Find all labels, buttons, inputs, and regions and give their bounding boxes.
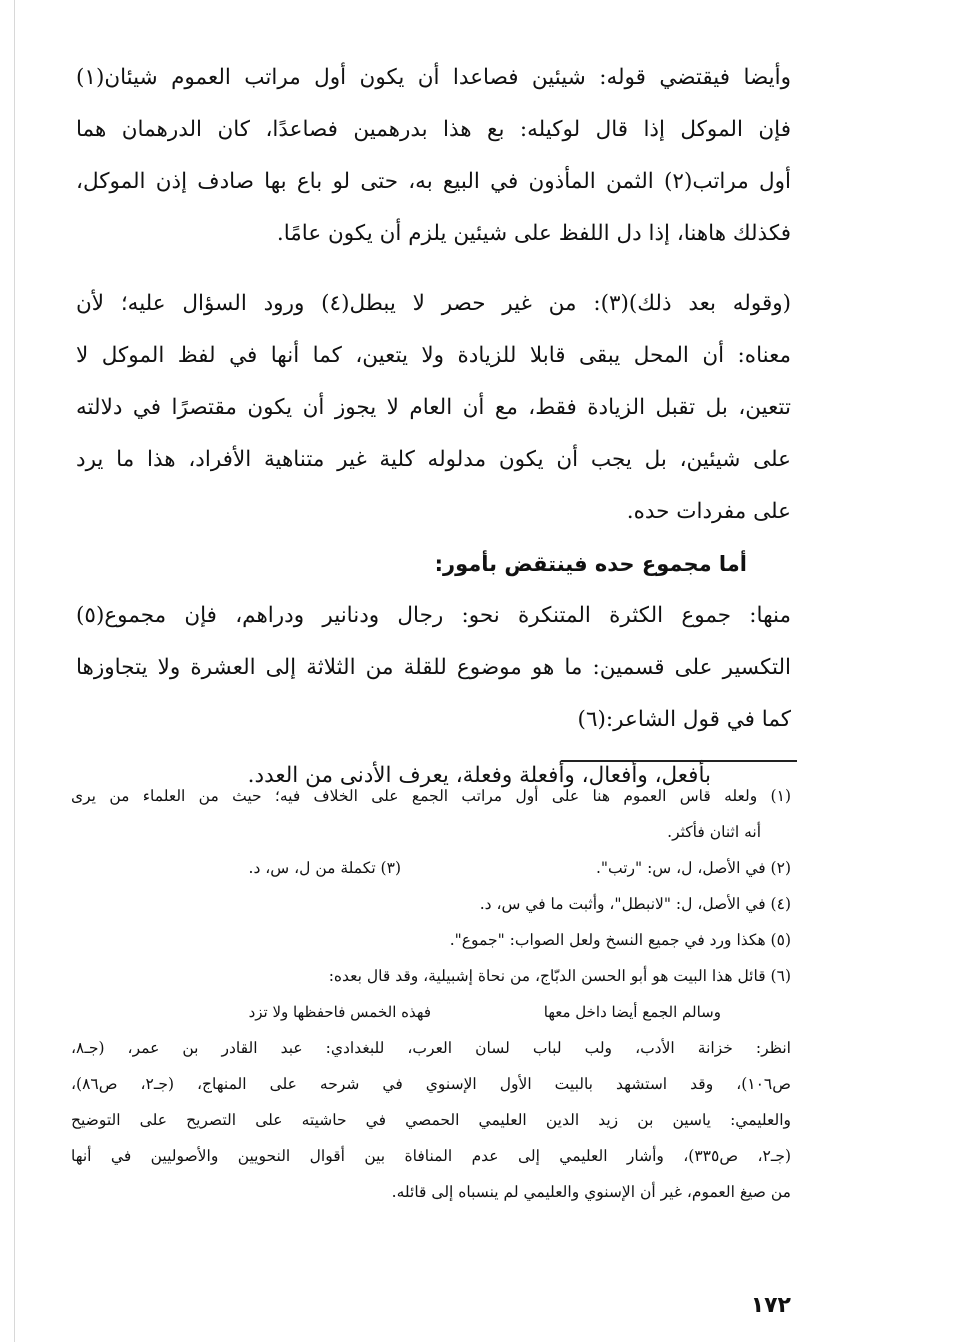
paragraph-3 <box>76 278 791 538</box>
verse-hemistich-2: فهذه الخمس فاحفظها ولا تزد <box>248 1003 431 1021</box>
text-line: (وقوله بعد ذلك)(٣): من غير حصر لا يبطل(٤) ورود السؤال عليه؛ لأن <box>76 291 791 316</box>
paragraph-2 <box>76 104 791 260</box>
footnote-1-cont: أنه اثنان فأكثر. <box>667 823 761 841</box>
main-text <box>76 52 791 806</box>
footnote-2: (٢) في الأصل، ل، س: "رتب". <box>595 859 791 877</box>
footnote-3: (٣) تكملة من ل، س، د. <box>248 859 401 877</box>
footnote-1: (١) ولعله قاس العموم هنا على أول مراتب الجمع على الخلاف فيه؛ حيث من العلماء من يرى <box>71 787 791 805</box>
verse-hemistich-1: وسالم الجمع أيضا داخل معها <box>543 1003 721 1021</box>
page-number: ١٧٢ <box>750 1293 791 1318</box>
footnote-ref-line: (جـ٢، ص٣٣٥)، وأشار العليمي إلى عدم المنافاة بين أقوال النحويين والأصوليين في أنها <box>71 1147 791 1165</box>
text-line: وأيضا فيقتضي قوله: شيئين فصاعدا أن يكون أول مراتب العموم شيئان(١) <box>76 65 791 90</box>
footnote-4: (٤) في الأصل، ل: "لانبطل"، وأثبت ما في س، د. <box>479 895 791 913</box>
scan-edge-line <box>14 0 15 1342</box>
text-line: تتعين، بل تقبل الزيادة فقط، مع أن العام لا يجوز أن يكون مقتصرًا في دلالته <box>76 395 791 420</box>
text-line: كما في قول الشاعر:(٦) <box>577 707 791 732</box>
footnote-separator <box>561 760 797 762</box>
text-line: فكذلك هاهنا، إذا دل اللفظ على شيئين يلزم أن يكون عامًا. <box>276 221 791 246</box>
section-heading: أما مجموع حده فينتقض بأمور: <box>434 552 747 576</box>
verse-line: بأفعل، وأفعال، وأفعلة وفعلة، يعرف الأدنى من العدد. <box>247 763 711 788</box>
text-line: على مفردات حده. <box>626 499 791 524</box>
text-line: التكسير على قسمين: ما هو موضوع للقلة من الثلاثة إلى العشرة ولا يتجاوزها <box>76 655 791 680</box>
footnote-ref-line: انظر: خزانة الأدب، ولب لباب لسان العرب، للبغدادي: عبد القادر بن عمر، (جـ٨، <box>71 1039 791 1057</box>
text-line: فإن الموكل إذا قال لوكيله: بع هذا بدرهمين فصاعدًا، كان الدرهمان هما <box>76 117 791 142</box>
footnote-ref-line: والعليمي: ياسين بن زيد الدين العليمي الحمصي في حاشيته على التصريح على التوضيح <box>71 1111 791 1129</box>
footnote-verse <box>71 994 791 1030</box>
footnote-6: (٦) قائل هذا البيت هو أبو الحسن الدبّاج، من نحاة إشبيلية، وقد قال بعده: <box>328 967 791 985</box>
footnote-5: (٥) هكذا ورد في جميع النسخ ولعل الصواب: "جموع". <box>449 931 791 949</box>
footnote-row-2-3 <box>71 850 791 886</box>
paragraph-4 <box>76 590 791 746</box>
text-line: أول مراتب(٢) الثمن المأذون في البيع به، حتى لو باع بها صادف إذن الموكل، <box>76 169 791 194</box>
text-line: على شيئين، بل يجب أن يكون مدلوله كلية غير متناهية الأفراد، هذا ما يرد <box>76 447 791 472</box>
text-line: معناه: أن المحل يبقى قابلا للزيادة ولا يتعين، كما أنها في لفظ الموكل لا <box>76 343 791 368</box>
footnote-ref-line: ص١٠٦)، وقد استشهد بالبيت الأول الإسنوي في شرحه على المنهاج، (جـ٢، ص٨٦)، <box>71 1075 791 1093</box>
paragraph-1 <box>76 52 791 104</box>
text-line: منها: جموع الكثرة المتنكرة نحو: رجال ودنانير ودراهم، فإن مجموع(٥) <box>76 603 791 628</box>
footnote-ref-line: من صيغ العموم، غير أن الإسنوي والعليمي لم ينسباه إلى قائله. <box>391 1183 791 1201</box>
footnotes <box>71 778 791 1210</box>
